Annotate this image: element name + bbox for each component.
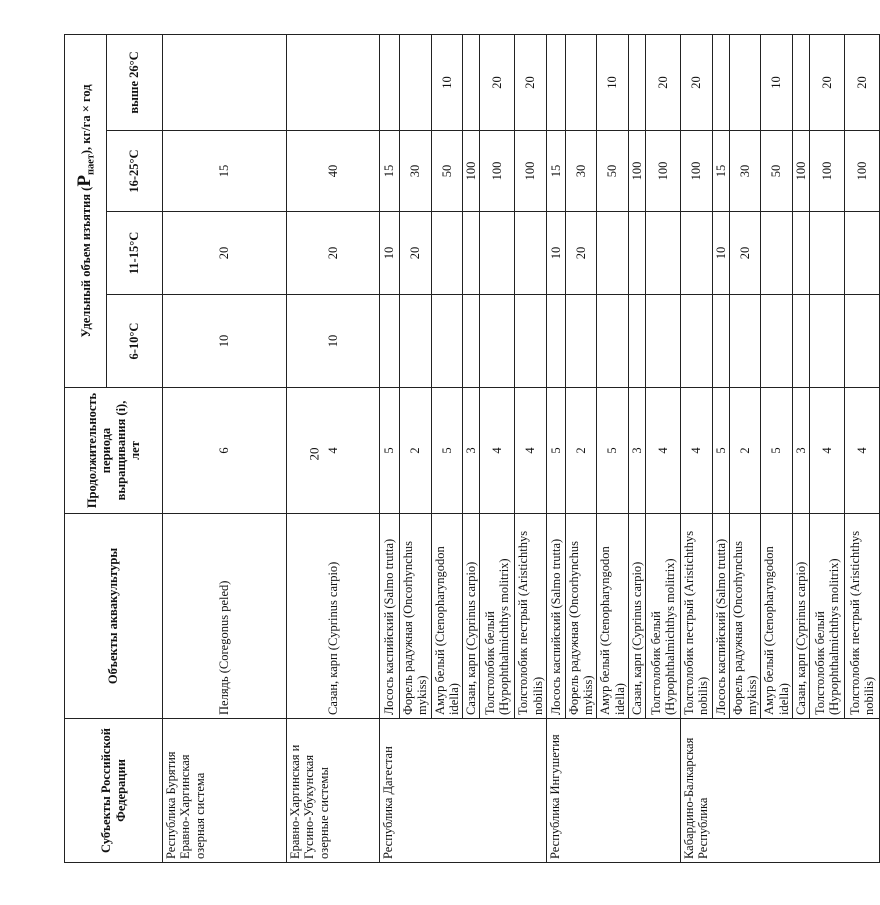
temp-above-26-cell	[628, 34, 645, 130]
duration-cell: 4	[480, 388, 515, 514]
temp-above-26-cell: 20	[845, 34, 880, 130]
temp-6-10-cell	[810, 295, 845, 388]
temp-6-10-cell	[792, 295, 809, 388]
temp-11-15-cell	[515, 212, 547, 295]
object-cell: Сазан, карп (Cyprinus carpio)	[628, 514, 645, 719]
temp-6-10-cell	[597, 295, 629, 388]
table-row	[380, 34, 400, 862]
duration-cell: 2	[565, 388, 597, 514]
temp-11-15-cell	[845, 212, 880, 295]
duration-cell: 4	[810, 388, 845, 514]
temp-11-15-cell	[646, 212, 681, 295]
duration-cell: 4	[681, 388, 713, 514]
duration-cell: 3	[463, 388, 480, 514]
temp-6-10-cell	[546, 295, 565, 388]
duration-cell: 4	[646, 388, 681, 514]
temp-16-25-cell: 15	[380, 131, 400, 212]
object-cell: Толстолобик белый (Hypophthalmichthys molitrix)	[810, 514, 845, 719]
object-cell: Лосось каспийский (Salmo trutta)	[546, 514, 565, 719]
header-temp-above-26: выше 26°C	[107, 34, 163, 130]
temp-16-25-cell: 100	[515, 131, 547, 212]
temp-6-10-cell	[628, 295, 645, 388]
temp-6-10-cell	[380, 295, 400, 388]
temp-11-15-cell: 10	[546, 212, 565, 295]
object-cell: Толстолобик пестрый (Aristichthys nobilis)	[681, 514, 713, 719]
subject-cell: Республика Ингушетия	[546, 719, 680, 863]
temp-11-15-cell: 20	[400, 212, 432, 295]
object-cell: Сазан, карп (Cyprinus carpio)	[287, 514, 380, 719]
temp-6-10-cell	[480, 295, 515, 388]
duration-cell: 5	[546, 388, 565, 514]
page-number: 20	[306, 447, 322, 461]
duration-cell: 5	[712, 388, 729, 514]
temp-16-25-cell: 50	[597, 131, 629, 212]
temp-6-10-cell	[463, 295, 480, 388]
temp-above-26-cell: 20	[810, 34, 845, 130]
object-cell: Пелядь (Coregonus peled)	[163, 514, 287, 719]
table-row	[681, 34, 713, 862]
rotated-page	[64, 35, 876, 863]
temp-16-25-cell: 50	[431, 131, 463, 212]
temp-6-10-cell	[515, 295, 547, 388]
temp-6-10-cell	[845, 295, 880, 388]
temp-above-26-cell	[287, 34, 380, 130]
duration-cell: 5	[431, 388, 463, 514]
temp-6-10-cell	[565, 295, 597, 388]
temp-16-25-cell: 15	[546, 131, 565, 212]
temp-16-25-cell: 30	[400, 131, 432, 212]
temp-11-15-cell	[597, 212, 629, 295]
temp-11-15-cell: 10	[380, 212, 400, 295]
duration-cell: 2	[400, 388, 432, 514]
temp-above-26-cell: 20	[681, 34, 713, 130]
temp-above-26-cell	[729, 34, 761, 130]
temp-16-25-cell: 100	[480, 131, 515, 212]
subject-cell: Республика Дагестан	[380, 719, 547, 863]
temp-11-15-cell	[681, 212, 713, 295]
object-cell: Амур белый (Ctenopharyngodon idella)	[761, 514, 793, 719]
object-cell: Лосось каспийский (Salmo trutta)	[380, 514, 400, 719]
temp-6-10-cell: 10	[287, 295, 380, 388]
temp-11-15-cell	[792, 212, 809, 295]
subject-cell: Еравно-Харгинская и Гусино-Убукунская озерные системы	[287, 719, 380, 863]
object-cell: Толстолобик белый (Hypophthalmichthys molitrix)	[480, 514, 515, 719]
duration-cell: 3	[792, 388, 809, 514]
temp-above-26-cell	[712, 34, 729, 130]
subject-cell: Кабардино-Балкарская Республика	[681, 719, 880, 863]
table-row	[546, 34, 565, 862]
object-cell: Толстолобик белый (Hypophthalmichthys molitrix)	[646, 514, 681, 719]
header-duration: Продолжительность периода выращивания (i), лет	[65, 388, 163, 514]
temp-11-15-cell: 20	[565, 212, 597, 295]
header-temp-6-10: 6-10°C	[107, 295, 163, 388]
temp-6-10-cell	[681, 295, 713, 388]
temp-above-26-cell	[463, 34, 480, 130]
temp-above-26-cell: 20	[515, 34, 547, 130]
object-cell: Лосось каспийский (Salmo trutta)	[712, 514, 729, 719]
object-cell: Форель радужная (Oncorhynchus mykiss)	[400, 514, 432, 719]
temp-11-15-cell: 20	[163, 212, 287, 295]
object-cell: Толстолобик пестрый (Aristichthys nobilis)	[515, 514, 547, 719]
temp-above-26-cell	[565, 34, 597, 130]
duration-cell: 5	[761, 388, 793, 514]
temp-16-25-cell: 100	[646, 131, 681, 212]
object-cell: Амур белый (Ctenopharyngodon idella)	[431, 514, 463, 719]
temp-16-25-cell: 30	[729, 131, 761, 212]
temp-above-26-cell: 10	[597, 34, 629, 130]
temp-6-10-cell	[400, 295, 432, 388]
header-removal-sub: пает	[85, 154, 97, 176]
object-cell: Толстолобик пестрый (Aristichthys nobilis)	[845, 514, 880, 719]
temp-6-10-cell	[431, 295, 463, 388]
temp-6-10-cell: 10	[163, 295, 287, 388]
duration-cell: 6	[163, 388, 287, 514]
table-row	[163, 34, 287, 862]
object-cell: Сазан, карп (Cyprinus carpio)	[792, 514, 809, 719]
temp-11-15-cell	[628, 212, 645, 295]
header-removal-suffix: ), кг/га × год	[78, 84, 93, 155]
temp-11-15-cell: 20	[287, 212, 380, 295]
temp-16-25-cell: 15	[712, 131, 729, 212]
subject-cell: Республика Бурятия Еравно-Харгинская озерная система	[163, 719, 287, 863]
temp-16-25-cell: 100	[628, 131, 645, 212]
duration-cell: 5	[597, 388, 629, 514]
duration-cell: 3	[628, 388, 645, 514]
duration-cell: 2	[729, 388, 761, 514]
temp-11-15-cell: 20	[729, 212, 761, 295]
header-removal	[65, 34, 107, 387]
temp-above-26-cell	[400, 34, 432, 130]
temp-11-15-cell	[480, 212, 515, 295]
temp-16-25-cell: 100	[792, 131, 809, 212]
temp-16-25-cell: 100	[810, 131, 845, 212]
object-cell: Форель радужная (Oncorhynchus mykiss)	[565, 514, 597, 719]
temp-16-25-cell: 100	[463, 131, 480, 212]
duration-cell: 4	[287, 388, 380, 514]
temp-16-25-cell: 30	[565, 131, 597, 212]
temp-6-10-cell	[729, 295, 761, 388]
temp-11-15-cell: 10	[712, 212, 729, 295]
temp-16-25-cell: 100	[681, 131, 713, 212]
temp-above-26-cell: 10	[761, 34, 793, 130]
temp-6-10-cell	[761, 295, 793, 388]
temp-16-25-cell: 40	[287, 131, 380, 212]
table-row	[287, 34, 380, 862]
temp-6-10-cell	[712, 295, 729, 388]
temp-11-15-cell	[431, 212, 463, 295]
aquaculture-table	[64, 34, 880, 863]
temp-above-26-cell: 20	[646, 34, 681, 130]
header-removal-p: P	[73, 175, 95, 187]
temp-16-25-cell: 100	[845, 131, 880, 212]
temp-11-15-cell	[463, 212, 480, 295]
header-subject: Субъекты Российской Федерации	[65, 719, 163, 863]
table-body	[163, 34, 880, 862]
temp-above-26-cell: 20	[480, 34, 515, 130]
object-cell: Амур белый (Ctenopharyngodon idella)	[597, 514, 629, 719]
duration-cell: 4	[845, 388, 880, 514]
temp-16-25-cell: 15	[163, 131, 287, 212]
temp-11-15-cell	[761, 212, 793, 295]
temp-above-26-cell	[163, 34, 287, 130]
object-cell: Форель радужная (Oncorhynchus mykiss)	[729, 514, 761, 719]
header-temp-16-25: 16-25°C	[107, 131, 163, 212]
header-removal-prefix: Удельный объем изъятия (	[78, 186, 93, 338]
object-cell: Сазан, карп (Cyprinus carpio)	[463, 514, 480, 719]
temp-11-15-cell	[810, 212, 845, 295]
header-temp-11-15: 11-15°C	[107, 212, 163, 295]
duration-cell: 5	[380, 388, 400, 514]
duration-cell: 4	[515, 388, 547, 514]
temp-6-10-cell	[646, 295, 681, 388]
temp-above-26-cell: 10	[431, 34, 463, 130]
temp-16-25-cell: 50	[761, 131, 793, 212]
header-object: Объекты аквакультуры	[65, 514, 163, 719]
temp-above-26-cell	[546, 34, 565, 130]
temp-above-26-cell	[792, 34, 809, 130]
temp-above-26-cell	[380, 34, 400, 130]
